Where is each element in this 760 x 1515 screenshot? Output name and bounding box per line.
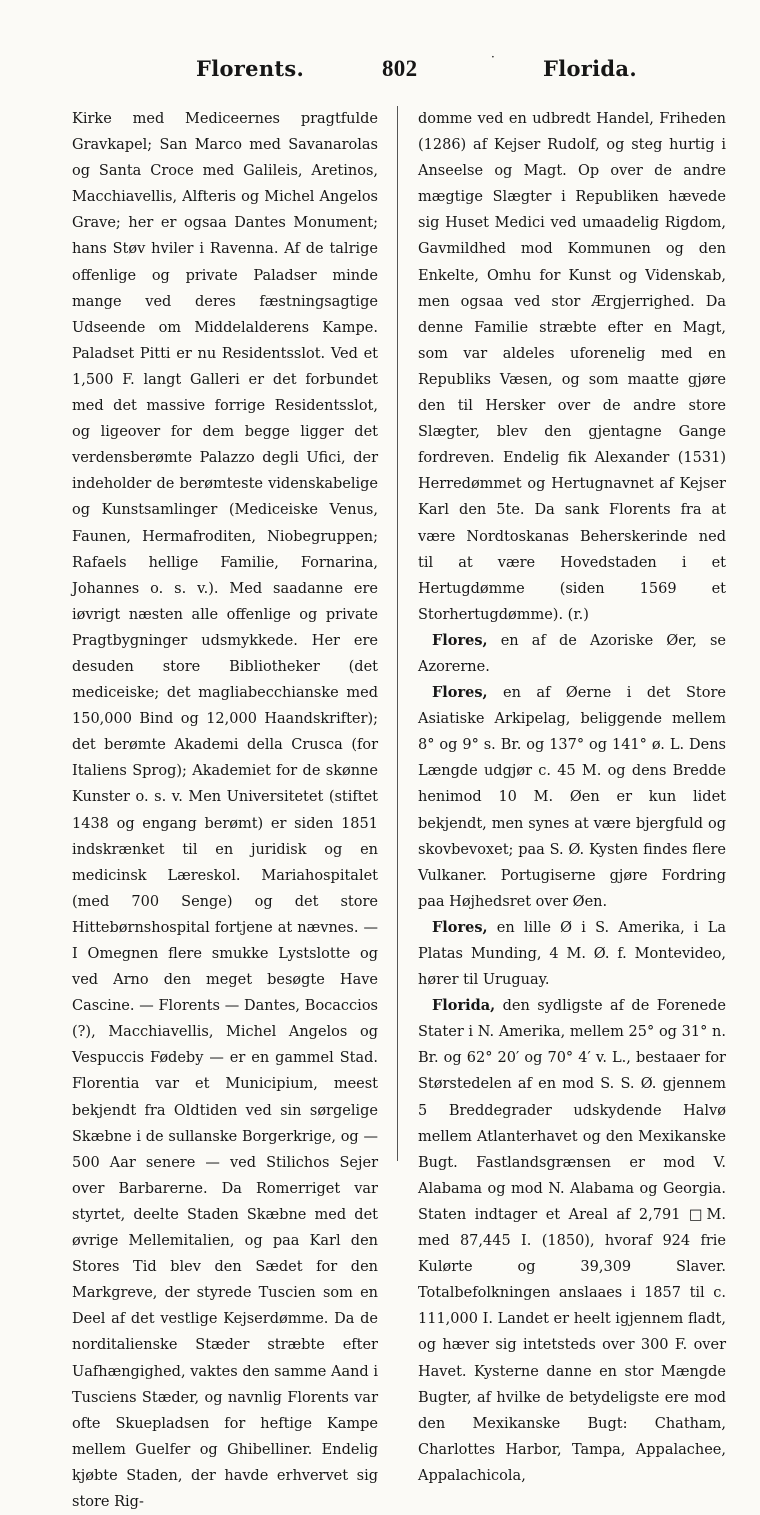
entry-text: en af de Azoriske Øer, se Azorerne. <box>418 632 726 675</box>
running-head-right: Florida. <box>543 56 637 81</box>
page-number: 802 <box>382 56 418 81</box>
running-head-left: Florents. <box>196 56 305 81</box>
right-column <box>418 106 726 1489</box>
entry-flores-america <box>418 915 726 993</box>
continuation-paragraph <box>418 106 726 628</box>
page-header <box>0 50 760 96</box>
entry-headword: Flores, <box>432 918 488 936</box>
left-paragraph: Kirke med Mediceernes pragtfulde Gravkapel; San Marco med Savanarolas og Santa Croce med Galileis, Aretinos, Macchiavellis, Alfteris og Michel Angelos Grave; her er ogsaa Dantes Monument; hans Støv hviler i Ravenna. Af de talrige offenlige og private Paladser minde mange ved deres fæstningsagtige Udseende om Middelalderens Kampe. Paladset Pitti er nu Residentsslot. Ved et 1,500 F. langt Galleri er det forbundet med det massive forrige Residentsslot, og ligeover for dem begge ligger det verdensberømte Palazzo degli Ufici, der indeholder de berømteste videnskabelige og Kunstsamlinger (Mediceiske Venus, Faunen, Hermafroditen, Niobegruppen; Rafaels hellige Familie, Fornarina, Johannes o. s. v.). Med saadanne ere iøvrigt næsten alle offenlige og private Pragtbygninger udsmykkede. Her ere desuden store Bibliotheker (det mediceiske; det magliabecchianske med 150,000 Bind og 12,000 Haandskrifter); det berømte Akademi della Crusca (for Italiens Sprog); Akademiet for de skønne Kunster o. s. v. Men Universitetet (stiftet 1438 og engang berømt) er siden 1851 indskrænket til en juridisk og en medicinsk Læreskol. Mariahospitalet (med 700 Senge) og det store Hittebørnshospital fortjene at nævnes. — I Omegnen flere smukke Lystslotte og ved Arno den meget besøgte Have Cascine. — Florents — Dantes, Bocaccios (?), Macchiavellis, Michel Angelos og Vespuccis Fødeby — er en gammel Stad. Florentia var et Municipium, meest bekjendt fra Oldtiden ved sin sørgelige Skæbne i de sullanske Borgerkrige, og — 500 Aar senere — ved Stilichos Sejer over Barbarerne. Da Romerriget var styrtet, deelte Staden Skæbne med det øvrige Mellemitalien, og paa Karl den Stores Tid blev den Sædet for den Markgreve, der styrede Tuscien som en Deel af det vestlige Kejserdømme. Da de norditalienske Stæder stræbte efter Uafhængighed, vaktes den samme Aand i Tusciens Stæder, og navnlig Florents var ofte Skuepladsen for heftige Kampe mellem Guelfer og Ghibelliner. Endelig kjøbte Staden, der havde erhvervet sig store Rig- <box>72 111 378 1510</box>
entry-flores-azores <box>418 628 726 680</box>
printer-mark: · <box>491 50 495 64</box>
left-column <box>72 106 378 1515</box>
entry-text: den sydligste af de Forenede Stater i N. Amerika, mellem 25° og 31° n. Br. og 62° 20′ og 70° 4′ v. L., bestaaer for Størstedelen af en mod S. S. Ø. gjennem 5 Breddegrader udskydende Halvø mellem Atlanterhavet og den Mexikanske Bugt. Fastlandsgrænsen er mod V. Alabama og mod N. Alabama og Georgia. Staten indtager et Areal af 2,791 □M. med 87,445 I. (1850), hvoraf 924 frie Kulørte og 39,309 Slaver. Totalbefolkningen anslaaes i 1857 til c. 111,000 I. Landet er heelt igjennem fladt, og hæver sig intetsteds over 300 F. over Havet. Kysterne danne en stor Mængde Bugter, af hvilke de betydeligste ere mod den Mexikanske Bugt: Chatham, Charlottes Harbor, Tampa, Appalachee, Appalachicola, <box>418 998 726 1484</box>
column-divider <box>397 106 398 1161</box>
entry-text: en lille Ø i S. Amerika, i La Platas Munding, 4 M. Ø. f. Montevideo, hører til Uruguay. <box>418 919 726 989</box>
entry-text: domme ved en udbredt Handel, Friheden (1286) af Kejser Rudolf, og steg hurtig i Anseelse og Magt. Op over de andre mægtige Slægter i Republiken hævede sig Huset Medici ved umaadelig Rigdom, Gavmildhed mod Kommunen og den Enkelte, Omhu for Kunst og Videnskab, men ogsaa ved stor Ærgjerrighed. Da denne Familie stræbte efter en Magt, som var aldeles uforenelig med en Republiks Væsen, og som maatte gjøre den til Hersker over de andre store Slægter, blev den gjentagne Gange fordreven. Endelig fik Alexander (1531) Herredømmet og Hertugnavnet af Kejser Karl den 5te. Da sank Florents fra at være Nordtoskanas Beherskerinde ned til at være Hovedstaden i et Hertugdømme (siden 1569 et Storhertugdømme). (r.) <box>418 111 726 623</box>
entry-flores-asia <box>418 680 726 915</box>
entry-florida <box>418 993 726 1489</box>
entry-text: en af Øerne i det Store Asiatiske Arkipelag, beliggende mellem 8° og 9° s. Br. og 137° og 141° ø. L. Dens Længde udgjør c. 45 M. og dens Bredde henimod 10 M. Øen er kun lidet bekjendt, men synes at være bjergfuld og skovbevoxet; paa S. Ø. Kysten findes flere Vulkaner. Portugiserne gjøre Fordring paa Højhedsret over Øen. <box>418 685 726 910</box>
entry-headword: Florida, <box>432 997 496 1015</box>
entry-headword: Flores, <box>432 684 488 702</box>
entry-headword: Flores, <box>432 631 488 649</box>
